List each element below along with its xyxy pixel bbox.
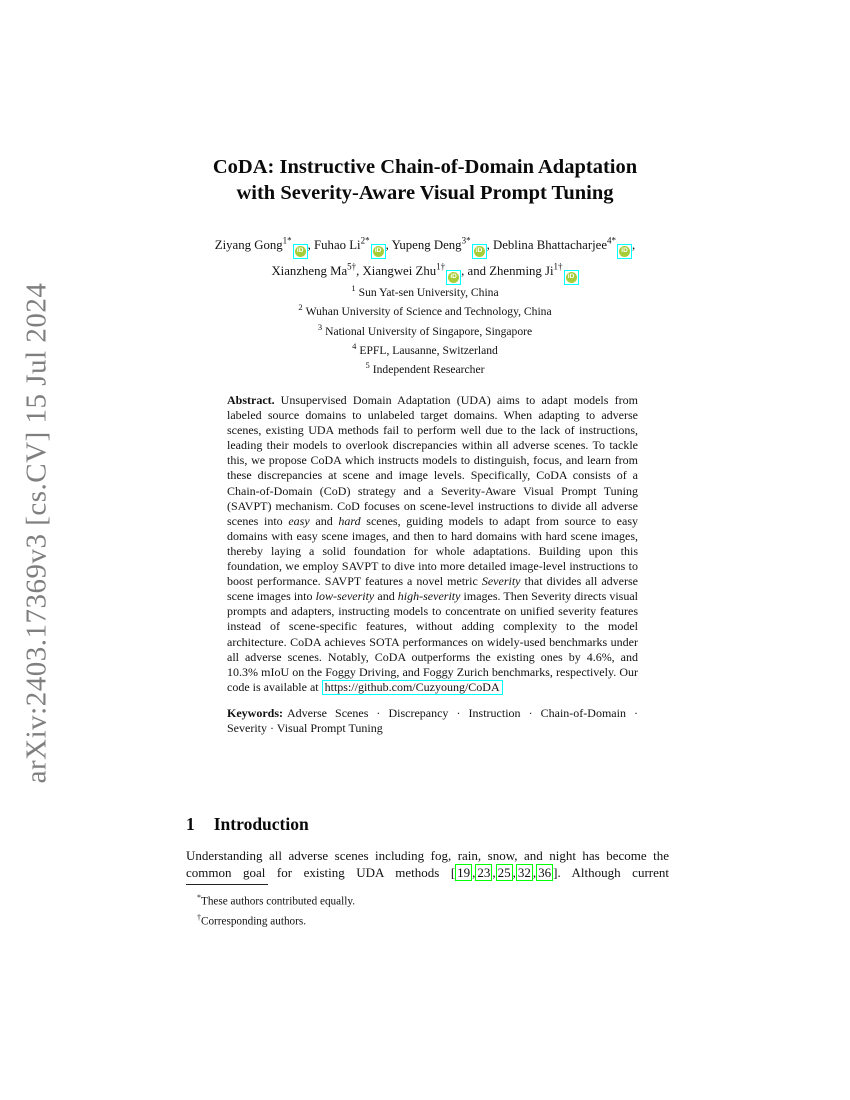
author-name: Zhenming Ji (489, 264, 554, 279)
text-run: Understanding all adverse scenes including fog, rain, snow, and night has become the common goal for existing UDA methods [ (186, 848, 669, 881)
section-number: 1 (186, 814, 195, 834)
keywords-label: Keywords: (227, 705, 283, 720)
footnote-marker: † (197, 912, 201, 922)
text-run: , (492, 865, 496, 881)
section-heading (186, 814, 309, 835)
orcid-icon: iD (474, 246, 485, 257)
author-name: Deblina Bhattacharjee (492, 238, 608, 253)
footnote-text: These authors contributed equally. (201, 895, 355, 908)
section-title: Introduction (213, 814, 309, 834)
author (362, 261, 490, 281)
author-line-1 (40, 233, 810, 259)
affiliation (100, 281, 750, 300)
author (271, 261, 363, 279)
text-run: , (532, 865, 537, 881)
author-name: Xianzheng Ma (271, 264, 348, 279)
italic-text: low-severity (315, 589, 375, 604)
author-name: Ziyang Gong (214, 238, 283, 253)
affiliation (100, 339, 750, 358)
author-superscript: 1† (553, 261, 563, 272)
italic-text: high-severity (397, 589, 461, 604)
author-separator: , and (461, 264, 490, 279)
text-run: images. Then Severity directs visual prompts and adapters, instructing models to concentrate on unified severity features instead of scene-specific features, without adding complexity to the model architecture. CoDA achieves SOTA performances on widely-used benchmarks under all adverse scenes. Notably, CoDA outperforms the existing ones by 4.6%, and 10.3% mIoU on the Foggy Driving, and Foggy Zurich benchmarks, respectively. Our code is available at (227, 589, 639, 694)
footnote-area (186, 884, 669, 930)
author-separator: , (632, 238, 636, 253)
paper-title (100, 155, 750, 206)
author-name: Fuhao Li (314, 238, 361, 253)
affiliation-text: Sun Yat-sen University, China (358, 285, 499, 299)
text-run: , (472, 865, 476, 881)
paper-title-line1: CoDA: Instructive Chain-of-Domain Adaptation (212, 156, 638, 178)
author-separator: , (356, 264, 363, 279)
affiliation (100, 358, 750, 377)
affiliation-number: 4 (352, 340, 357, 351)
orcid-link[interactable] (371, 244, 386, 259)
affiliation-number: 2 (298, 302, 303, 313)
author-separator: , (486, 238, 493, 253)
code-link[interactable]: https://github.com/Cuzyoung/CoDA (322, 680, 503, 695)
author (314, 236, 392, 255)
footnote-marker: * (197, 893, 201, 902)
affiliation (100, 300, 750, 319)
affiliation-number: 5 (365, 360, 370, 371)
orcid-icon: iD (448, 272, 459, 283)
orcid-icon: iD (373, 246, 384, 257)
text-run: scenes, guiding models to adapt from source to easy domains with easy scene images, and then to hard domains with hard scene images, thereby laying a solid foundation for whole adaptations. Building upon this foundation, we employ SAVPT to dive into more detailed image-level instructions to boost performance. SAVPT features a novel metric (227, 513, 638, 589)
affiliation-text: Independent Researcher (372, 362, 485, 376)
author-list (40, 233, 810, 285)
intro-paragraph (186, 847, 669, 882)
orcid-link[interactable] (293, 244, 308, 259)
footnote (186, 890, 669, 910)
citation-ref[interactable]: 25 (497, 865, 511, 881)
citation-ref[interactable]: 36 (538, 865, 552, 881)
author (492, 236, 636, 255)
footnote (186, 910, 669, 930)
orcid-icon: iD (619, 246, 630, 257)
orcid-link[interactable] (472, 244, 487, 259)
author (214, 236, 315, 255)
keywords-text: Adverse Scenes · Discrepancy · Instruction · Chain-of-Domain · Severity · Visual Prompt Tuning (227, 705, 638, 735)
footnote-rule (186, 884, 268, 885)
affiliation-text: Wuhan University of Science and Technology, China (305, 305, 552, 319)
abstract-label: Abstract. (227, 393, 275, 407)
arxiv-stamp: arXiv:2403.17369v3 [cs.CV] 15 Jul 2024 (20, 282, 53, 784)
text-run: Unsupervised Domain Adaptation (UDA) aims to adapt models from labeled source domains to unlabeled target domains. When adapting to adverse scenes, existing UDA methods fail to perform well due to the lack of instructions, leading their models to overlook discrepancies within all adverse scenes. To tackle this, we propose CoDA which instructs models to distinguish, focus, and learn from these discrepancies at scene and image levels. Specifically, CoDA consists of a Chain-of-Domain (CoD) strategy and a Severity-Aware Visual Prompt Tuning (SAVPT) mechanism. CoD focuses on scene-level instructions to divide all adverse scenes into (227, 393, 638, 528)
author-separator: , (307, 238, 315, 253)
keywords-section (227, 706, 638, 736)
text-run: and (309, 513, 339, 528)
affiliation-text: National University of Singapore, Singapore (325, 324, 533, 338)
author (391, 236, 493, 255)
author-name: Xiangwei Zhu (362, 264, 437, 279)
orcid-link[interactable] (617, 244, 632, 259)
citation-ref[interactable]: 32 (517, 865, 531, 881)
affiliation-list (100, 281, 750, 377)
author-superscript: 4* (607, 236, 617, 246)
paper-title-line2: with Severity-Aware Visual Prompt Tuning (236, 181, 614, 204)
author (489, 261, 578, 281)
abstract-section (227, 393, 638, 736)
orcid-icon: iD (295, 246, 306, 257)
italic-text: easy (288, 513, 310, 528)
author-superscript: 3* (461, 236, 471, 246)
text-run: , (512, 865, 516, 881)
text-run: and (374, 589, 398, 604)
author-superscript: 1† (436, 261, 446, 272)
affiliation-number: 3 (317, 321, 323, 332)
author-superscript: 5† (347, 261, 357, 272)
text-run: that divides all adverse scene images into (227, 574, 638, 604)
affiliation-number: 1 (351, 283, 356, 293)
citation-ref[interactable]: 19 (457, 865, 471, 881)
author-superscript: 1* (282, 236, 292, 246)
affiliation (100, 320, 750, 339)
text-run: ]. Although current (553, 865, 669, 881)
affiliation-text: EPFL, Lausanne, Switzerland (359, 343, 498, 357)
author-name: Yupeng Deng (391, 238, 462, 253)
italic-text: hard (338, 513, 361, 528)
italic-text: Severity (481, 574, 521, 589)
orcid-icon: iD (566, 272, 577, 283)
abstract-paragraph (227, 393, 638, 695)
citation-ref[interactable]: 23 (477, 865, 491, 881)
footnote-text: Corresponding authors. (201, 915, 307, 928)
author-separator: , (385, 238, 392, 253)
author-superscript: 2* (360, 236, 370, 246)
